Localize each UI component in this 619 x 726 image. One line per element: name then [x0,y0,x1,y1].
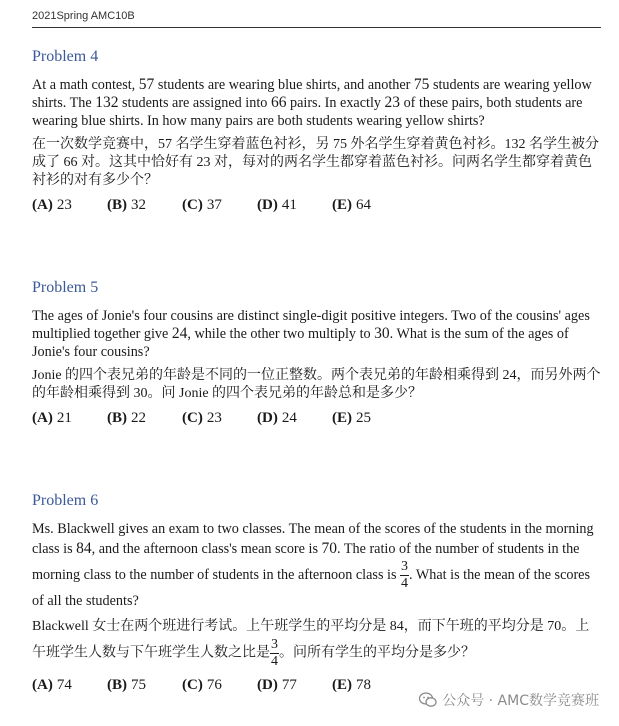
answer-choices [32,197,602,214]
ratio-fraction: $\frac{3}{4}$ [401,559,409,591]
choice-d: (D) 24 [257,410,297,426]
choice-a: (A) 74 [32,677,72,693]
choice-d: (D) 41 [257,197,297,213]
problem-text-zh: Blackwell 女士在两个班进行考试。上午班学生的平均分是 84，而下午班的平均分是 70。上午班学生人数与下午班学生人数之比是 $\frac{3}{4}$ 。问所有学生的平均分是多少？ [32,619,590,669]
problem-text-zh: Jonie 的四个表兄弟的年龄是不同的一位正整数。两个表兄弟的年龄相乘得到 24，而另外两个的年龄相乘得到 30。问 Jonie 的四个表兄弟的年龄总和是多少？ [32,368,601,401]
problem-5 [32,279,602,427]
problem-title: Problem 5 [32,279,99,296]
header-divider [32,27,601,28]
problem-text-en: Ms. Blackwell gives an exam to two classes. The mean of the scores of the students in the morning class is 84, and the afternoon class's mean score is 70. The ratio of the number of students in the morning class to the number of students in the afternoon class is $\frac{3}{4}$ . What is the mean of the scores of all the students? [32,521,594,609]
choice-b: (B) 22 [107,410,146,426]
watermark-text: 公众号 · AMC数学竞赛班 [442,693,599,709]
page-header: 2021Spring AMC10B [32,10,135,22]
problem-text-en: At a math contest, 57 students are wearing blue shirts, and another 75 students are wearing yellow shirts. The 132 students are assigned into 66 pairs. In exactly 23 of these pairs, both students are wearing blue shirts. In how many pairs are both students wearing yellow shirts? [32,76,592,129]
problem-4 [32,48,602,214]
choice-e: (E) 64 [332,197,371,213]
problem-title: Problem 6 [32,492,99,509]
ratio-fraction-zh: $\frac{3}{4}$ [271,637,278,669]
problem-text-en: The ages of Jonie's four cousins are distinct single-digit positive integers. Two of the cousins' ages multiplied together give 24, while the other two multiply to 30. What is the sum of the ages of Jonie's four cousins? [32,308,590,360]
problem-title: Problem 4 [32,48,99,65]
choice-b: (B) 75 [107,677,146,693]
choice-b: (B) 32 [107,197,146,213]
problem-6 [32,492,602,694]
answer-choices [32,410,602,427]
choice-c: (C) 23 [182,410,222,426]
wechat-watermark [417,690,601,710]
choice-d: (D) 77 [257,677,297,693]
wechat-icon [419,692,437,708]
choice-a: (A) 21 [32,410,72,426]
problem-text-zh: 在一次数学竞赛中，57 名学生穿着蓝色衬衫，另 75 外名学生穿着黄色衬衫。132 名学生被分成了 66 对。这其中恰好有 23 对，每对的两名学生都穿着蓝色衬衫。问两名学生都穿着黄色衬衫的对有多少个？ [32,137,599,188]
choice-a: (A) 23 [32,197,72,213]
choice-e: (E) 25 [332,410,371,426]
choice-e: (E) 78 [332,677,371,693]
choice-c: (C) 37 [182,197,222,213]
choice-c: (C) 76 [182,677,222,693]
